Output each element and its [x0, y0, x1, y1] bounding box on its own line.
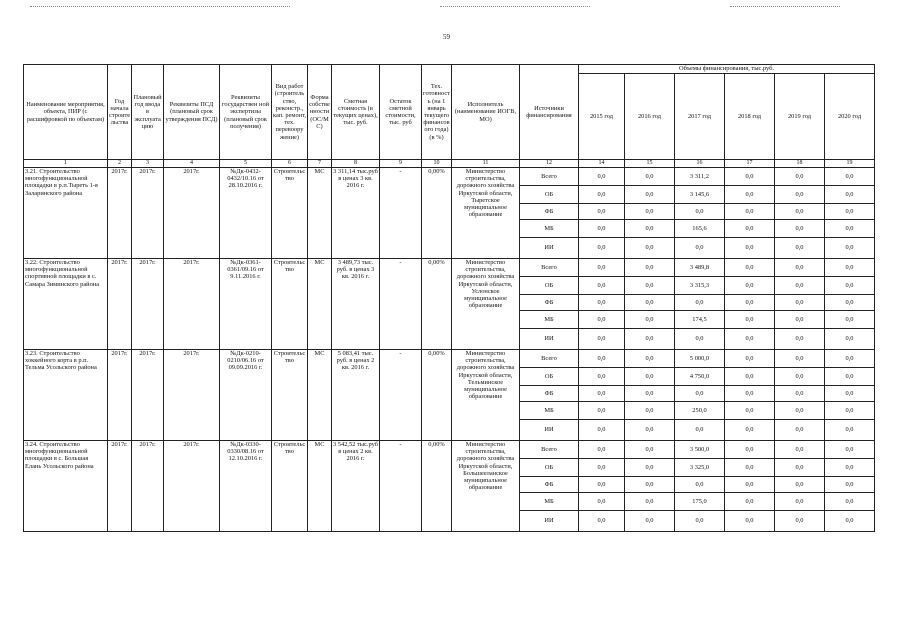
funding-source: ИИ [520, 420, 579, 441]
funding-value: 0,0 [625, 402, 675, 420]
header-year: 2019 год [775, 74, 825, 160]
funding-value: 0,0 [825, 168, 875, 186]
funding-source: МБ [520, 220, 579, 238]
column-number: 15 [625, 160, 675, 168]
funding-value: 0,0 [825, 459, 875, 477]
funding-value: 4 750,0 [675, 368, 725, 386]
funding-value: 0,0 [625, 295, 675, 311]
header-year: 2017 год [675, 74, 725, 160]
funding-value: 0,0 [825, 311, 875, 329]
funding-value: 0,0 [825, 329, 875, 350]
funding-value: 0,0 [625, 311, 675, 329]
funding-value: 0,0 [675, 329, 725, 350]
header-psd: Реквизиты ПСД (плановый срок утверждения ПСД) [164, 65, 220, 160]
header-remainder: Остаток сметной стоимости, тыс. руб [380, 65, 422, 160]
funding-source: Всего [520, 441, 579, 459]
column-number: 3 [132, 160, 164, 168]
funding-source: ОБ [520, 459, 579, 477]
funding-value: 0,0 [675, 511, 725, 532]
header-ownership: Форма собстве нности (ОС/М С) [308, 65, 332, 160]
header-readiness: Тех. готовност ь (на 1 январь текущего финансов ого года) (в %) [422, 65, 452, 160]
funding-value: 0,0 [725, 277, 775, 295]
funding-value: 0,0 [725, 168, 775, 186]
year-plan: 2017г. [132, 441, 164, 532]
column-number: 19 [825, 160, 875, 168]
funding-value: 0,0 [625, 259, 675, 277]
column-number: 2 [108, 160, 132, 168]
psd-date: 2017г. [164, 350, 220, 441]
funding-value: 0,0 [675, 386, 725, 402]
work-type: Строительс тво [272, 441, 308, 532]
funding-value: 0,0 [625, 329, 675, 350]
ownership: МС [308, 441, 332, 532]
funding-value: 0,0 [625, 441, 675, 459]
funding-value: 0,0 [725, 220, 775, 238]
table-row [24, 259, 875, 277]
estimated-cost: 3 489,73 тыс. руб. в ценах 3 кв. 2016 г. [332, 259, 380, 350]
executor: Министерство строительства, дорожного хозяйства Иркутской области, Тельминское муниципальное образование [452, 350, 520, 441]
funding-source: ИИ [520, 511, 579, 532]
funding-source: ФБ [520, 477, 579, 493]
funding-value: 0,0 [579, 441, 625, 459]
column-number: 11 [452, 160, 520, 168]
column-number: 1 [24, 160, 108, 168]
funding-value: 0,0 [825, 477, 875, 493]
expertise-ref: №Дк-0330-0330/08.16 от 12.10.2016 г. [220, 441, 272, 532]
funding-value: 0,0 [725, 441, 775, 459]
year-start: 2017г. [108, 350, 132, 441]
funding-value: 0,0 [625, 238, 675, 259]
funding-value: 0,0 [725, 186, 775, 204]
header-year: 2016 год [625, 74, 675, 160]
funding-value: 165,6 [675, 220, 725, 238]
object-name: 3.22. Строительство многофункциональной спортивной площадки в с. Самара Зиминского района [24, 259, 108, 350]
funding-value: 0,0 [579, 168, 625, 186]
funding-value: 0,0 [825, 238, 875, 259]
funding-value: 0,0 [775, 493, 825, 511]
header-volumes: Объемы финансирования, тыс.руб. [579, 65, 875, 74]
executor: Министерство строительства, дорожного хозяйства Иркутской области, Услонское муниципальное образование [452, 259, 520, 350]
funding-value: 0,0 [725, 402, 775, 420]
funding-value: 0,0 [579, 238, 625, 259]
funding-value: 0,0 [725, 511, 775, 532]
funding-source: Всего [520, 259, 579, 277]
funding-value: 0,0 [775, 204, 825, 220]
table-row [24, 168, 875, 186]
column-number: 16 [675, 160, 725, 168]
cost-remainder: - [380, 350, 422, 441]
funding-value: 0,0 [825, 441, 875, 459]
funding-value: 0,0 [625, 368, 675, 386]
funding-value: 0,0 [775, 329, 825, 350]
funding-value: 0,0 [775, 238, 825, 259]
column-number: 10 [422, 160, 452, 168]
year-start: 2017г. [108, 168, 132, 259]
readiness: 0,00% [422, 168, 452, 259]
funding-value: 0,0 [775, 477, 825, 493]
cost-remainder: - [380, 259, 422, 350]
funding-value: 0,0 [675, 420, 725, 441]
top-scan-rule [30, 6, 290, 7]
column-number: 14 [579, 160, 625, 168]
funding-value: 3 315,3 [675, 277, 725, 295]
column-number-row [24, 160, 875, 168]
funding-value: 0,0 [825, 402, 875, 420]
funding-value: 0,0 [825, 220, 875, 238]
funding-value: 0,0 [825, 420, 875, 441]
funding-value: 0,0 [775, 259, 825, 277]
ownership: МС [308, 259, 332, 350]
work-type: Строительс тво [272, 259, 308, 350]
top-scan-rule [730, 6, 840, 7]
column-number: 8 [332, 160, 380, 168]
funding-value: 0,0 [775, 511, 825, 532]
object-name: 3.21. Строительство многофункциональной площадки в р.п.Тыреть 1-я Заларинского района [24, 168, 108, 259]
funding-value: 175,0 [675, 493, 725, 511]
funding-value: 3 325,0 [675, 459, 725, 477]
header-cost: Сметная стоимость (в текущих ценах), тыс. руб. [332, 65, 380, 160]
estimated-cost: 5 083,41 тыс. руб. в ценах 2 кв. 2016 г. [332, 350, 380, 441]
object-name: 3.24. Строительство многофункциональной площадки в с. Большая Елань Усольского района [24, 441, 108, 532]
funding-source: ИИ [520, 238, 579, 259]
funding-value: 0,0 [675, 204, 725, 220]
funding-value: 0,0 [675, 238, 725, 259]
header-executor: Исполнитель (наименование ИОГВ, МО) [452, 65, 520, 160]
year-plan: 2017г. [132, 168, 164, 259]
top-scan-rule [440, 6, 590, 7]
funding-value: 0,0 [579, 311, 625, 329]
funding-value: 0,0 [825, 386, 875, 402]
funding-value: 0,0 [579, 511, 625, 532]
funding-value: 0,0 [725, 350, 775, 368]
funding-value: 0,0 [579, 277, 625, 295]
table-row [24, 441, 875, 459]
funding-value: 0,0 [579, 477, 625, 493]
funding-value: 0,0 [775, 441, 825, 459]
header-expertise: Реквизиты государствен ной экспертизы (плановый срок получения) [220, 65, 272, 160]
header-work-type: Вид работ (строитель ство, реконстр., кап. ремонт, тех. перевоору жение) [272, 65, 308, 160]
funding-value: 0,0 [579, 420, 625, 441]
funding-value: 0,0 [825, 259, 875, 277]
funding-value: 0,0 [825, 295, 875, 311]
funding-value: 0,0 [579, 220, 625, 238]
funding-value: 0,0 [825, 368, 875, 386]
funding-value: 0,0 [625, 477, 675, 493]
funding-value: 0,0 [775, 311, 825, 329]
psd-date: 2017г. [164, 168, 220, 259]
header-sources: Источники финансирования [520, 65, 579, 160]
funding-value: 0,0 [725, 420, 775, 441]
column-number: 12 [520, 160, 579, 168]
funding-value: 5 000,0 [675, 350, 725, 368]
column-number: 6 [272, 160, 308, 168]
executor: Министерство строительства, дорожного хозяйства Иркутской области, Тыретское муниципальное образование [452, 168, 520, 259]
page-number: 59 [443, 33, 450, 41]
funding-value: 0,0 [625, 277, 675, 295]
funding-value: 0,0 [579, 329, 625, 350]
funding-value: 0,0 [725, 238, 775, 259]
work-type: Строительс тво [272, 350, 308, 441]
cost-remainder: - [380, 441, 422, 532]
table-row [24, 350, 875, 368]
funding-value: 0,0 [775, 402, 825, 420]
funding-value: 0,0 [625, 186, 675, 204]
funding-value: 0,0 [625, 386, 675, 402]
funding-value: 0,0 [775, 386, 825, 402]
funding-value: 0,0 [579, 259, 625, 277]
funding-value: 250,0 [675, 402, 725, 420]
cost-remainder: - [380, 168, 422, 259]
funding-value: 0,0 [825, 186, 875, 204]
year-plan: 2017г. [132, 350, 164, 441]
funding-value: 0,0 [625, 420, 675, 441]
column-number: 7 [308, 160, 332, 168]
funding-value: 0,0 [725, 477, 775, 493]
funding-value: 0,0 [775, 459, 825, 477]
funding-value: 3 500,0 [675, 441, 725, 459]
funding-value: 0,0 [725, 386, 775, 402]
column-number: 9 [380, 160, 422, 168]
funding-source: ИИ [520, 329, 579, 350]
funding-value: 0,0 [625, 204, 675, 220]
funding-source: Всего [520, 350, 579, 368]
estimated-cost: 3 311,14 тыс.руб в ценах 3 кв. 2016 г. [332, 168, 380, 259]
year-plan: 2017г. [132, 259, 164, 350]
column-number: 18 [775, 160, 825, 168]
funding-value: 0,0 [725, 295, 775, 311]
funding-value: 0,0 [725, 259, 775, 277]
funding-value: 0,0 [825, 511, 875, 532]
funding-value: 0,0 [579, 386, 625, 402]
funding-value: 3 145,6 [675, 186, 725, 204]
funding-value: 0,0 [825, 350, 875, 368]
header-year: 2018 год [725, 74, 775, 160]
funding-source: МБ [520, 402, 579, 420]
funding-value: 3 311,2 [675, 168, 725, 186]
funding-value: 0,0 [625, 350, 675, 368]
funding-value: 0,0 [775, 350, 825, 368]
funding-value: 0,0 [579, 368, 625, 386]
funding-value: 0,0 [675, 477, 725, 493]
readiness: 0,00% [422, 259, 452, 350]
funding-value: 0,0 [579, 459, 625, 477]
object-name: 3.23. Строительство хоккейного корта в р.п. Тельма Усольского района [24, 350, 108, 441]
header-year: 2020 год [825, 74, 875, 160]
year-start: 2017г. [108, 441, 132, 532]
header-year-plan: Плановый год ввода в эксплуата цию [132, 65, 164, 160]
funding-value: 0,0 [625, 511, 675, 532]
ownership: МС [308, 350, 332, 441]
funding-source: Всего [520, 168, 579, 186]
column-number: 5 [220, 160, 272, 168]
expertise-ref: №Дк-0210-0210/06.16 от 09.09.2016 г. [220, 350, 272, 441]
funding-value: 0,0 [725, 459, 775, 477]
financing-table [23, 64, 875, 532]
expertise-ref: №Дк-0432-0432/10.16 от 28.10.2016 г. [220, 168, 272, 259]
header-year: 2015 год [579, 74, 625, 160]
column-number: 17 [725, 160, 775, 168]
expertise-ref: №Дк-0361-0361/09.16 от 9.11.2016 г. [220, 259, 272, 350]
header-name: Наименование мероприятия, объекта, ПИР (с расшифровкой по объектам) [24, 65, 108, 160]
funding-value: 0,0 [625, 459, 675, 477]
header-year-start: Год начала строите льства [108, 65, 132, 160]
readiness: 0,00% [422, 441, 452, 532]
funding-value: 0,0 [579, 402, 625, 420]
psd-date: 2017г. [164, 259, 220, 350]
funding-source: ФБ [520, 204, 579, 220]
funding-value: 0,0 [775, 168, 825, 186]
funding-value: 0,0 [825, 204, 875, 220]
funding-value: 0,0 [725, 493, 775, 511]
ownership: МС [308, 168, 332, 259]
funding-source: ОБ [520, 277, 579, 295]
funding-value: 0,0 [725, 204, 775, 220]
psd-date: 2017г. [164, 441, 220, 532]
funding-value: 0,0 [725, 311, 775, 329]
funding-value: 0,0 [675, 295, 725, 311]
funding-value: 0,0 [625, 168, 675, 186]
funding-value: 0,0 [725, 329, 775, 350]
executor: Министерство строительства, дорожного хозяйства Иркутской области, Большееланское муниципальное образование [452, 441, 520, 532]
funding-value: 0,0 [579, 350, 625, 368]
funding-source: МБ [520, 311, 579, 329]
funding-value: 0,0 [579, 295, 625, 311]
funding-value: 0,0 [775, 220, 825, 238]
funding-value: 0,0 [579, 204, 625, 220]
funding-value: 0,0 [579, 186, 625, 204]
funding-value: 0,0 [825, 493, 875, 511]
funding-value: 0,0 [625, 493, 675, 511]
funding-source: ФБ [520, 295, 579, 311]
funding-value: 0,0 [725, 368, 775, 386]
funding-value: 174,5 [675, 311, 725, 329]
funding-value: 0,0 [775, 295, 825, 311]
funding-source: ОБ [520, 368, 579, 386]
funding-value: 0,0 [775, 186, 825, 204]
work-type: Строительс тво [272, 168, 308, 259]
funding-value: 0,0 [579, 493, 625, 511]
funding-source: ОБ [520, 186, 579, 204]
funding-value: 0,0 [775, 368, 825, 386]
funding-value: 3 489,8 [675, 259, 725, 277]
funding-value: 0,0 [775, 277, 825, 295]
estimated-cost: 3 542,52 тыс.руб в ценах 2 кв. 2016 г. [332, 441, 380, 532]
funding-source: ФБ [520, 386, 579, 402]
year-start: 2017г. [108, 259, 132, 350]
funding-value: 0,0 [825, 277, 875, 295]
funding-value: 0,0 [625, 220, 675, 238]
funding-source: МБ [520, 493, 579, 511]
column-number: 4 [164, 160, 220, 168]
readiness: 0,00% [422, 350, 452, 441]
funding-value: 0,0 [775, 420, 825, 441]
